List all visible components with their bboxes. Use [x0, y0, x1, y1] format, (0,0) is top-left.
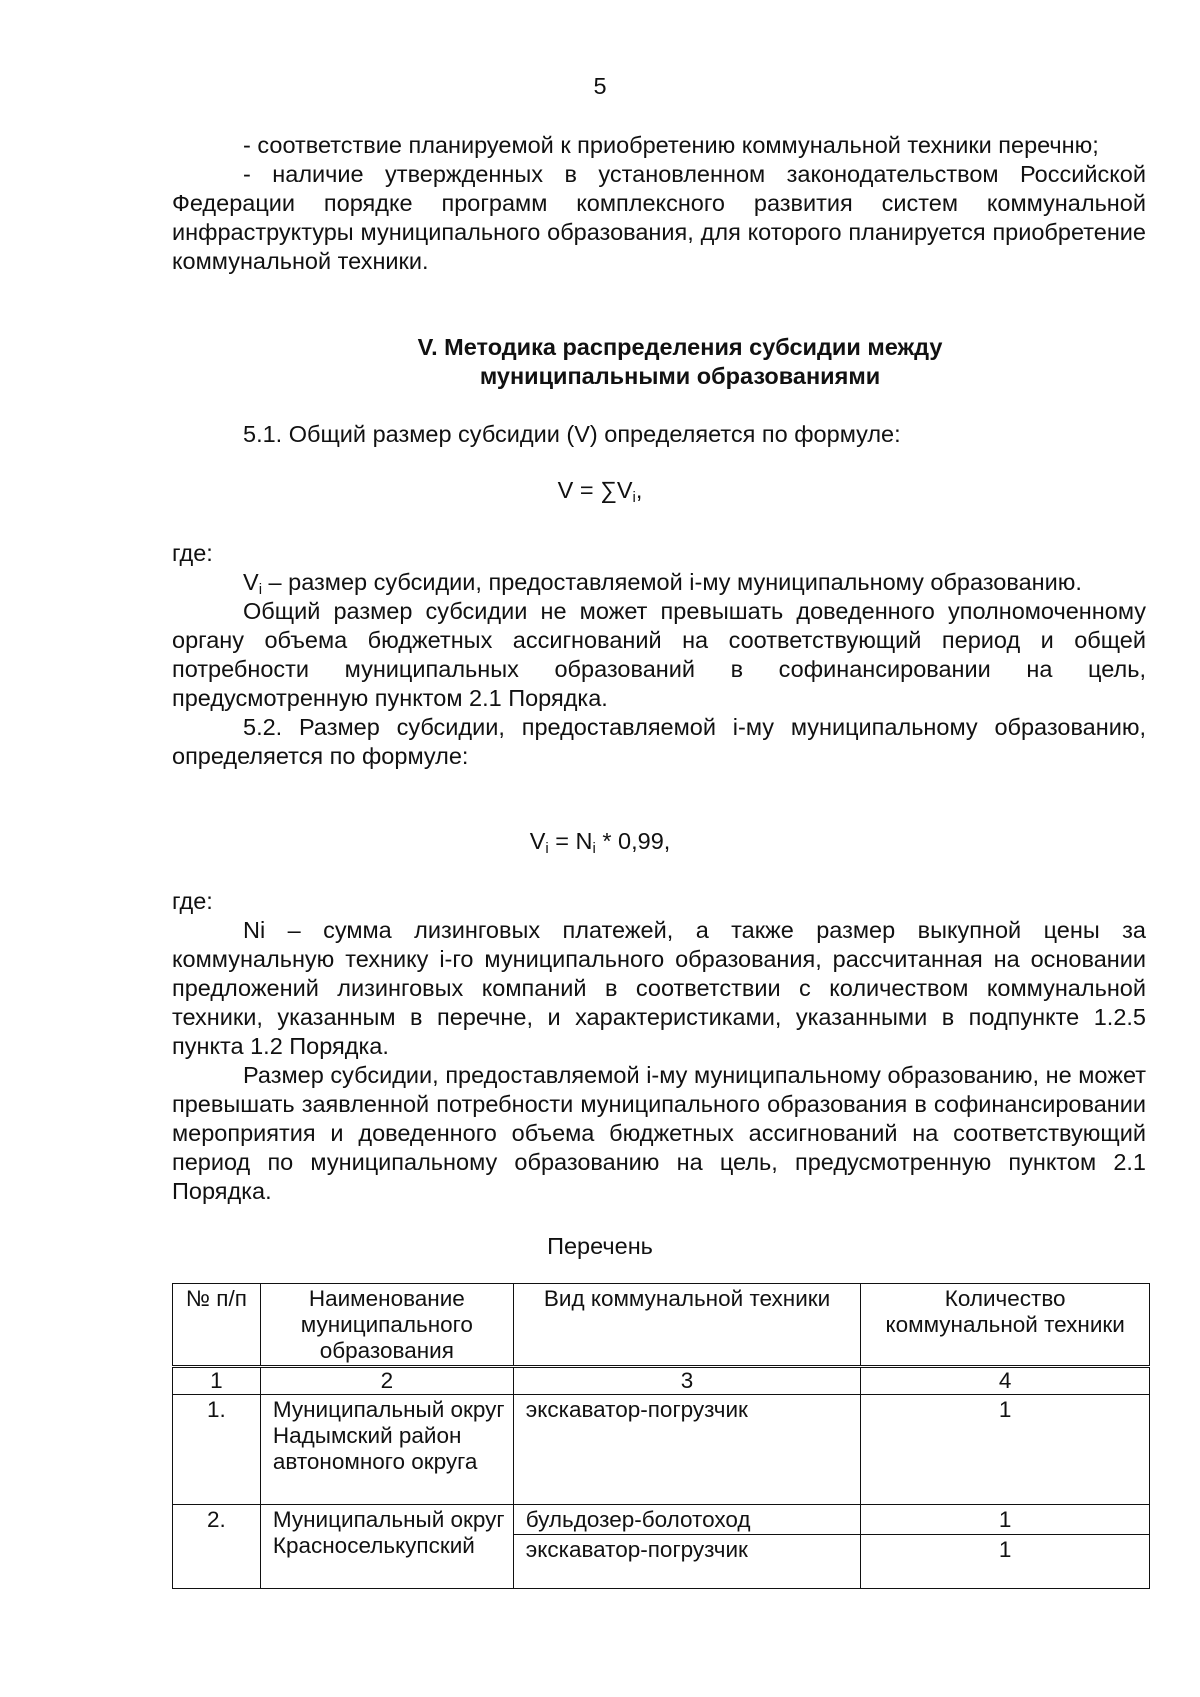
column-number-3: 3 — [513, 1367, 861, 1395]
intro-block — [172, 131, 1146, 276]
where-label-2: где: — [172, 888, 213, 914]
table-row — [173, 1505, 1150, 1535]
vi-symbol: V — [243, 569, 259, 595]
equipment-type: экскаватор-погрузчик — [513, 1535, 861, 1589]
header-number: № п/п — [173, 1284, 261, 1367]
formula-equals-n: = N — [548, 828, 593, 854]
individual-limit-paragraph: Размер субсидии, предоставляемой i-му муниципальному образованию, не может превышать заявленной потребности муниципального образования в софинансировании мероприятия и доведенного объема бюджетных ассигнований на соответствующий период по муниципальному образованию на цель, предусмотренную пунктом 2.1 Порядка. — [172, 1062, 1146, 1204]
table-row — [173, 1395, 1150, 1505]
row-number: 1. — [173, 1395, 261, 1505]
clause-5-2-text: 5.2. Размер субсидии, предоставляемой i-му муниципальному образованию, определяется по формуле: — [172, 714, 1146, 769]
formula-individual — [0, 827, 1200, 856]
where-label-1: где: — [172, 540, 213, 566]
municipality-name: Муниципальный округ Надымский район автономного округа — [260, 1395, 513, 1505]
vi-subscript: i — [258, 581, 263, 598]
column-number-1: 1 — [173, 1367, 261, 1395]
total-limit-paragraph: Общий размер субсидии не может превышать доведенного уполномоченному органу объема бюджетных ассигнований на соответствующий период и общей потребности муниципальных образований в софинансировании на цель, предусмотренную пунктом 2.1 Порядка. — [172, 598, 1146, 711]
definitions-block-2 — [172, 887, 1146, 1206]
formula-n-subscript: i — [592, 840, 596, 857]
ni-definition: Ni – сумма лизинговых платежей, а также размер выкупной цены за коммунальную технику i-го муниципального образования, рассчитанная на основании предложений лизинговых компаний в соответствии с количеством коммунальной техники, указанным в перечне, и характеристиками, указанными в подпункте 1.2.5 пункта 1.2 Порядка. — [172, 917, 1146, 1059]
equipment-type: бульдозер-болотоход — [513, 1505, 861, 1535]
intro-paragraph-1: - соответствие планируемой к приобретению коммунальной техники перечню; — [243, 132, 1099, 158]
table-caption: Перечень — [547, 1233, 653, 1259]
formula-total — [0, 476, 1200, 505]
column-number-2: 2 — [260, 1367, 513, 1395]
section-title-line-2: муниципальными образованиями — [479, 363, 881, 389]
vi-definition — [172, 568, 1146, 597]
row-number: 2. — [173, 1505, 261, 1589]
equipment-quantity: 1 — [861, 1505, 1150, 1535]
clause-5-1-text: 5.1. Общий размер субсидии (V) определяется по формуле: — [243, 421, 901, 447]
equipment-quantity: 1 — [861, 1395, 1150, 1505]
formula-v: V — [529, 828, 546, 854]
equipment-type: экскаватор-погрузчик — [513, 1395, 861, 1505]
header-municipality: Наименование муниципального образования — [260, 1284, 513, 1367]
section-heading — [214, 333, 1146, 391]
header-quantity: Количество коммунальной техники — [861, 1284, 1150, 1367]
definitions-block-1 — [172, 539, 1146, 771]
equipment-quantity: 1 — [861, 1535, 1150, 1589]
municipality-name: Муниципальный округ Красноселькупский — [260, 1505, 513, 1589]
section-title-line-1: V. Методика распределения субсидии между — [417, 334, 943, 360]
intro-paragraph-2: - наличие утвержденных в установленном законодательством Российской Федерации порядке программ комплексного развития систем коммунальной инфраструктуры муниципального образования, для которого планируется приобретение коммунальной техники. — [172, 161, 1146, 274]
header-equipment-type: Вид коммунальной техники — [513, 1284, 861, 1367]
formula-total-main: V = ∑V — [557, 477, 633, 503]
page-number: 5 — [593, 73, 607, 99]
column-number-4: 4 — [861, 1367, 1150, 1395]
table-column-numbers-row — [173, 1367, 1150, 1395]
vi-definition-text: – размер субсидии, предоставляемой i-му муниципальному образованию. — [262, 569, 1082, 595]
formula-total-subscript: i — [632, 489, 636, 506]
equipment-table — [172, 1283, 1150, 1589]
clause-5-1 — [172, 420, 1146, 449]
formula-v-subscript: i — [545, 840, 549, 857]
formula-total-tail: , — [635, 477, 643, 503]
formula-tail: * 0,99, — [595, 828, 671, 854]
table-header-row — [173, 1284, 1150, 1367]
